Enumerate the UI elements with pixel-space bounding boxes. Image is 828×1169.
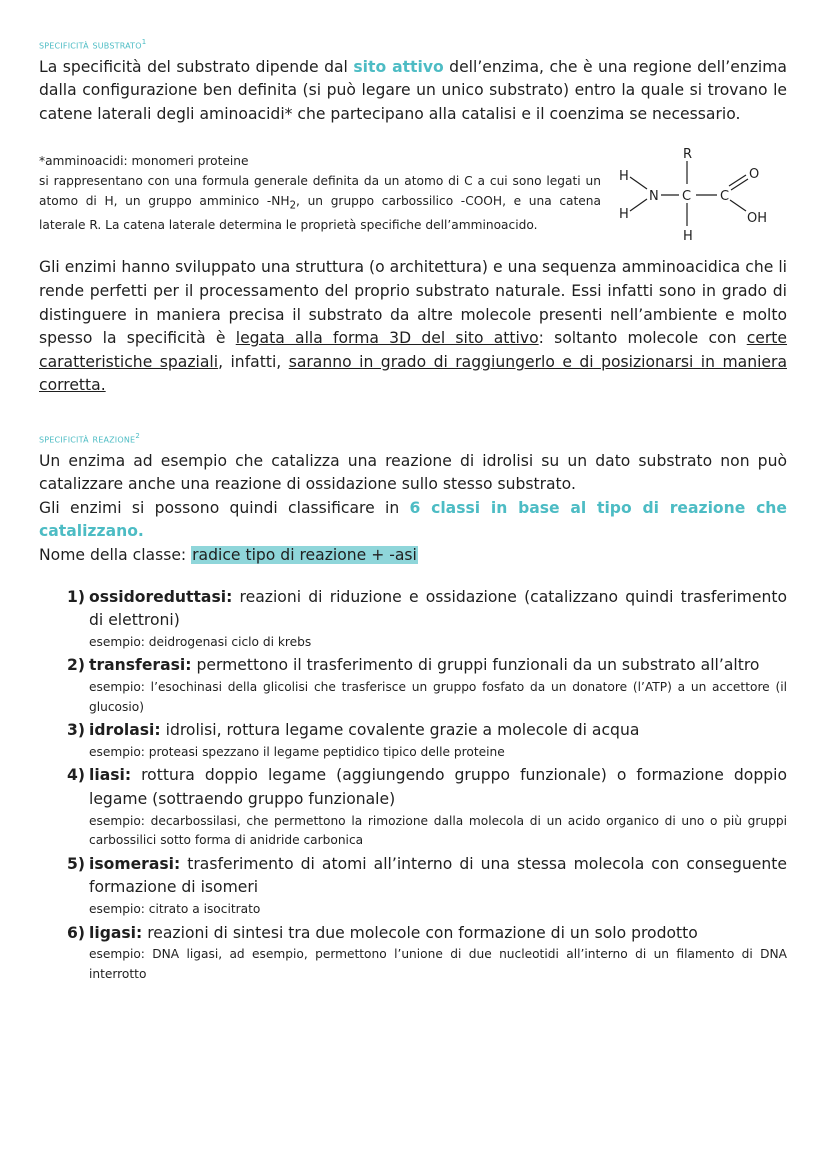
text-span: : soltanto molecole con bbox=[538, 329, 747, 348]
item-number: 1) bbox=[67, 587, 85, 606]
atom-h-alpha: H bbox=[683, 229, 693, 245]
section-title-text: specificità substrato bbox=[39, 38, 142, 52]
item-heading bbox=[89, 853, 787, 900]
section-title-substrate bbox=[39, 38, 787, 52]
aminoacid-structure-diagram bbox=[609, 144, 789, 244]
class-description: rottura doppio legame (aggiungendo gruppo funzionale) o formazione doppio legame (sottraendo gruppo funzionale) bbox=[89, 766, 787, 808]
class-example: esempio: deidrogenasi ciclo di krebs bbox=[89, 634, 312, 649]
text-span: si rappresentano con una formula generale definita da un atomo di C a cui sono legati un atomo di H, un gruppo amminico -NH bbox=[39, 174, 601, 208]
substrate-paragraph bbox=[39, 56, 787, 127]
bond-h-n-top bbox=[630, 177, 647, 189]
class-example: esempio: DNA ligasi, ad esempio, permettono l’unione di due nucleotidi all’interno di un filamento di DNA interrotto bbox=[89, 947, 787, 981]
item-number: 4) bbox=[67, 766, 85, 785]
text-span: , infatti, bbox=[218, 352, 289, 371]
class-name: ligasi: bbox=[89, 923, 143, 942]
item-heading bbox=[89, 654, 787, 678]
document-page bbox=[39, 38, 787, 986]
class-description: trasferimento di atomi all’interno di una stessa molecola con conseguente formazione di isomeri bbox=[89, 854, 787, 897]
highlight-term: 6 classi in base al tipo di reazione che catalizzano. bbox=[39, 498, 787, 541]
list-item bbox=[67, 719, 787, 762]
class-description: reazioni di riduzione e ossidazione (catalizzano quindi trasferimento di elettroni) bbox=[89, 587, 787, 630]
bond-c-o-double-2 bbox=[731, 179, 748, 190]
bond-h-n-bottom bbox=[630, 199, 647, 211]
enzyme-structure-paragraph bbox=[39, 256, 787, 398]
item-heading bbox=[89, 719, 787, 743]
footnote-ref: 2 bbox=[135, 432, 140, 440]
highlight-term: sito attivo bbox=[353, 57, 444, 76]
class-name-rule bbox=[39, 544, 787, 568]
atom-c-carboxyl: C bbox=[720, 189, 730, 205]
highlighted-text: radice tipo di reazione + -asi bbox=[192, 546, 417, 565]
atom-oh: OH bbox=[747, 211, 768, 227]
list-item bbox=[67, 764, 787, 850]
enzyme-classes-list bbox=[67, 586, 787, 985]
text-span: La specificità del substrato dipende dal bbox=[39, 57, 354, 76]
atom-r: R bbox=[683, 147, 693, 163]
section-title-reaction bbox=[39, 432, 787, 446]
class-example: esempio: citrato a isocitrato bbox=[89, 901, 261, 916]
class-name: liasi: bbox=[89, 766, 132, 785]
underlined-text: certe caratteristiche spaziali bbox=[39, 329, 788, 371]
note-heading: *amminoacidi: monomeri proteine bbox=[39, 154, 249, 169]
classification-paragraph bbox=[39, 497, 787, 544]
reaction-paragraph: Un enzima ad esempio che catalizza una reazione di idrolisi su un dato substrato non può catalizzare anche una reazione di ossidazione sullo stesso substrato. bbox=[39, 451, 787, 494]
class-name: idrolasi: bbox=[89, 721, 161, 740]
class-name: transferasi: bbox=[89, 656, 192, 675]
class-name: ossidoreduttasi: bbox=[89, 587, 233, 606]
list-item bbox=[67, 654, 787, 717]
list-item bbox=[67, 853, 787, 920]
class-example: esempio: l’esochinasi della glicolisi che trasferisce un gruppo fosfato da un donatore (l’ATP) a un accettore (il glucosio) bbox=[89, 680, 787, 714]
atom-h-bottom: H bbox=[619, 207, 629, 223]
item-heading bbox=[89, 586, 787, 633]
class-description: idrolisi, rottura legame covalente grazie a molecole di acqua bbox=[160, 721, 640, 740]
text-span: Nome della classe: bbox=[39, 546, 192, 565]
class-example: esempio: decarbossilasi, che permettono la rimozione dalla molecola di un acido organico di uno o più gruppi carbossilici sotto forma di anidride carbonica bbox=[89, 813, 787, 848]
subscript: 2 bbox=[289, 200, 297, 212]
note-text bbox=[39, 152, 601, 235]
atom-n: N bbox=[649, 189, 659, 205]
section-title-text: specificità reazione bbox=[39, 432, 136, 446]
item-number: 2) bbox=[67, 656, 85, 675]
text-span: Gli enzimi hanno sviluppato una struttura (o architettura) e una sequenza amminoacidica che li rende perfetti per il processamento del proprio substrato naturale. Essi infatti sono in grado di distinguere in maniera precisa il substrato da altre molecole presenti nell’ambiente e molto spesso la specificità è bbox=[39, 258, 787, 348]
footnote-ref: 1 bbox=[141, 38, 147, 46]
list-item bbox=[67, 586, 787, 653]
atom-c-alpha: C bbox=[682, 189, 692, 205]
item-heading bbox=[89, 764, 787, 811]
class-description: reazioni di sintesi tra due molecole con formazione di un solo prodotto bbox=[142, 923, 698, 942]
class-name: isomerasi: bbox=[89, 854, 181, 873]
underlined-text: saranno in grado di raggiungerlo e di posizionarsi in maniera corretta. bbox=[39, 352, 787, 395]
underlined-text: legata alla forma 3D del sito attivo bbox=[235, 329, 539, 348]
text-span: , un gruppo carbossilico -COOH, e una catena laterale R. La catena laterale determina le proprietà specifiche dell’amminoacido. bbox=[39, 193, 601, 232]
item-number: 5) bbox=[67, 854, 85, 873]
atom-o: O bbox=[749, 167, 760, 183]
item-heading bbox=[89, 922, 787, 946]
item-number: 6) bbox=[67, 923, 85, 942]
item-number: 3) bbox=[67, 721, 85, 740]
atom-h-top: H bbox=[619, 169, 629, 185]
class-description: permettono il trasferimento di gruppi funzionali da un substrato all’altro bbox=[191, 656, 760, 675]
text-span: dell’enzima, che è una regione dell’enzima dalla configurazione ben definita (si può legare un unico substrato) entro la quale si trovano le catene laterali degli aminoacidi* che partecipano alla catalisi e il coenzima se necessario. bbox=[39, 57, 787, 123]
bond-c-oh bbox=[730, 200, 746, 211]
list-item bbox=[67, 922, 787, 985]
aminoacid-note bbox=[39, 147, 787, 252]
text-span: Gli enzimi si possono quindi classificare in bbox=[39, 498, 410, 517]
class-example: esempio: proteasi spezzano il legame peptidico tipico delle proteine bbox=[89, 744, 505, 759]
bond-c-o-double-1 bbox=[729, 175, 746, 186]
